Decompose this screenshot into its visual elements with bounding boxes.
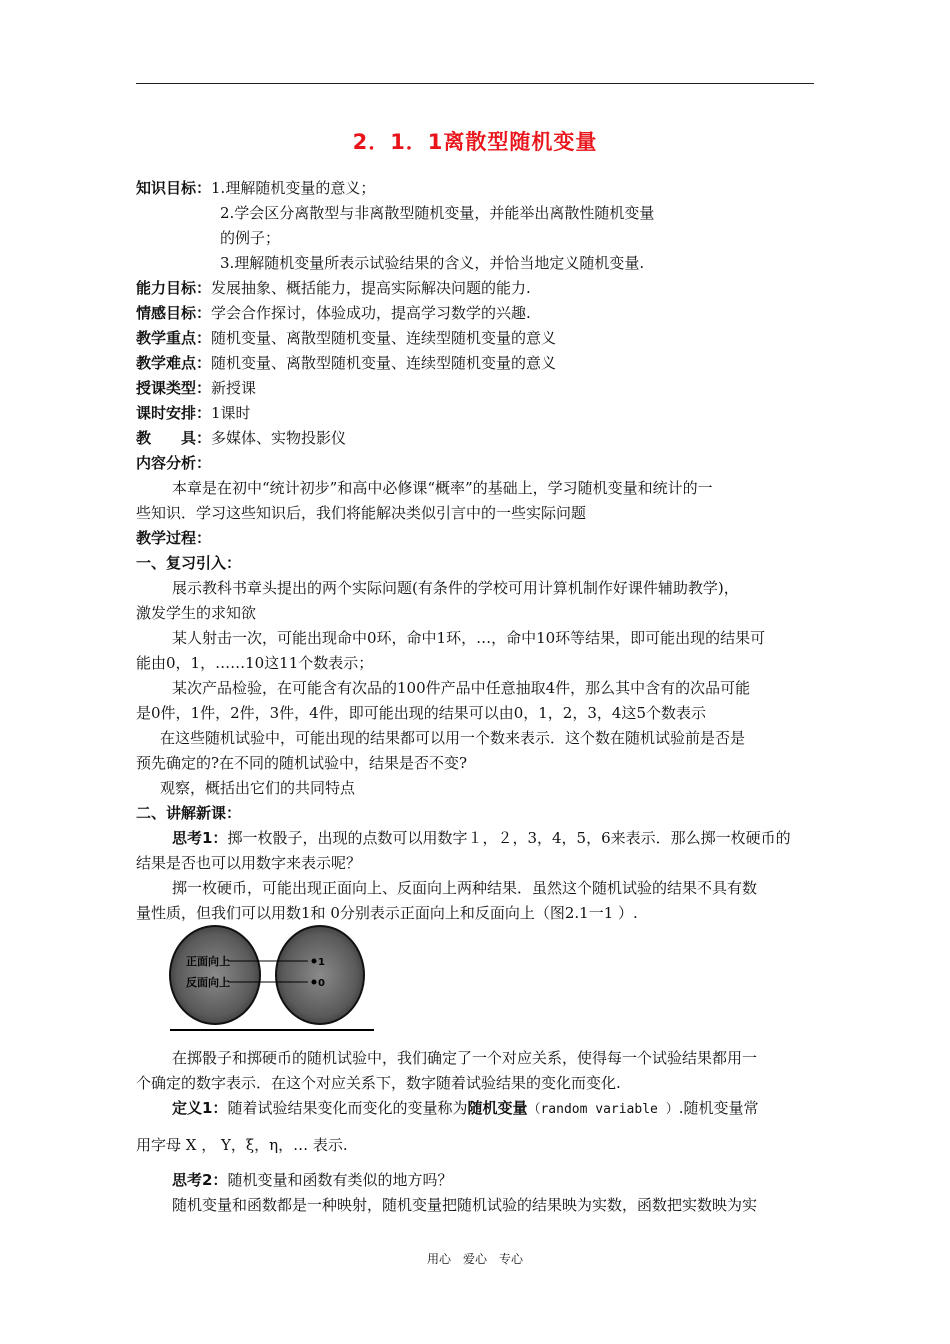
think-1-label: 思考1： bbox=[172, 829, 228, 847]
section-1-p2-line-1: 某人射击一次，可能出现命中0环，命中1环，…，命中10环等结果，即可能出现的结果可 bbox=[172, 629, 766, 647]
knowledge-item-2a: 2.学会区分离散型与非离散型随机变量，并能举出离散性随机变量 bbox=[220, 204, 655, 222]
coin-paragraph-line-2: 量性质，但我们可以用数1和 0分别表示正面向上和反面向上（图2.1一1 ）. bbox=[136, 904, 638, 922]
ability-label: 能力目标： bbox=[136, 279, 212, 297]
teaching-focus-row bbox=[136, 328, 556, 348]
class-type-row bbox=[136, 378, 256, 398]
think-2-label: 思考2： bbox=[172, 1171, 228, 1189]
outcomes-ellipse bbox=[170, 926, 260, 1024]
tools-text: 多媒体、实物投影仪 bbox=[211, 429, 347, 447]
label-tails-up: 反面向上 bbox=[186, 976, 230, 989]
emotion-label: 情感目标： bbox=[136, 304, 212, 322]
think-2-text: 随机变量和函数有类似的地方吗？ bbox=[227, 1171, 453, 1189]
section-1-heading: 一、复习引入： bbox=[136, 554, 242, 572]
knowledge-item-3: 3.理解随机变量所表示试验结果的含义，并恰当地定义随机变量. bbox=[220, 254, 645, 272]
tools-label: 教 具： bbox=[136, 429, 212, 447]
coin-paragraph-line-1: 掷一枚硬币，可能出现正面向上、反面向上两种结果．虽然这个随机试验的结果不具有数 bbox=[172, 879, 758, 897]
coin-mapping-diagram bbox=[168, 924, 378, 1034]
analysis-paragraph-line-2: 些知识．学习这些知识后，我们将能解决类似引言中的一些实际问题 bbox=[136, 504, 587, 522]
knowledge-objective-row bbox=[136, 178, 375, 198]
class-hours-row bbox=[136, 403, 251, 423]
teaching-difficulty-row bbox=[136, 353, 556, 373]
header-rule bbox=[136, 83, 814, 84]
section-1-p2-line-2: 能由0，1，……10这11个数表示； bbox=[136, 654, 374, 672]
hours-text: 1课时 bbox=[211, 404, 251, 422]
correspondence-paragraph-line-1: 在掷骰子和掷硬币的随机试验中，我们确定了一个对应关系，使得每一个试验结果都用一 bbox=[172, 1049, 758, 1067]
definition-1-text: 随着试验结果变化而变化的变量称为 bbox=[227, 1099, 468, 1117]
numbers-ellipse bbox=[276, 926, 364, 1024]
think-1-line-2: 结果是否也可以用数字来表示呢？ bbox=[136, 854, 362, 872]
mapping-paragraph-line: 随机变量和函数都是一种映射，随机变量把随机试验的结果映为实数，函数把实数映为实 bbox=[172, 1196, 758, 1214]
point-one bbox=[312, 959, 317, 964]
definition-1-line-1 bbox=[172, 1098, 758, 1120]
definition-1-line-2: 用字母 X ， Y，ξ，η，… 表示. bbox=[136, 1136, 348, 1154]
label-heads-up: 正面向上 bbox=[186, 955, 230, 968]
section-2-heading: 二、讲解新课： bbox=[136, 804, 242, 822]
definition-1-label: 定义1： bbox=[172, 1099, 228, 1117]
knowledge-item-2b: 的例子； bbox=[220, 229, 281, 247]
emotion-text: 学会合作探讨，体验成功，提高学习数学的兴趣. bbox=[211, 304, 531, 322]
teaching-tools-row bbox=[136, 428, 346, 448]
ability-text: 发展抽象、概括能力，提高实际解决问题的能力. bbox=[211, 279, 531, 297]
ability-objective-row bbox=[136, 278, 531, 298]
focus-text: 随机变量、离散型随机变量、连续型随机变量的意义 bbox=[211, 329, 557, 347]
focus-label: 教学重点： bbox=[136, 329, 212, 347]
type-text: 新授课 bbox=[211, 379, 257, 397]
difficulty-label: 教学难点： bbox=[136, 354, 212, 372]
section-1-p5: 观察，概括出它们的共同特点 bbox=[160, 779, 356, 797]
section-1-p1-line-1: 展示教科书章头提出的两个实际问题(有条件的学校可用计算机制作好课件辅助教学)， bbox=[172, 579, 739, 597]
hours-label: 课时安排： bbox=[136, 404, 212, 422]
emotion-objective-row bbox=[136, 303, 531, 323]
knowledge-label: 知识目标： bbox=[136, 179, 212, 197]
analysis-label: 内容分析： bbox=[136, 454, 212, 472]
analysis-paragraph-line-1: 本章是在初中“统计初步”和高中必修课“概率”的基础上，学习随机变量和统计的一 bbox=[172, 479, 713, 497]
think-1-line-1 bbox=[172, 828, 791, 848]
definition-1-text-end: .随机变量常 bbox=[678, 1099, 759, 1117]
coin-mapping-figure bbox=[168, 924, 378, 1034]
definition-1-english: （random variable ） bbox=[527, 1102, 679, 1117]
section-1-p4-line-2: 预先确定的?在不同的随机试验中，结果是否不变? bbox=[136, 754, 468, 772]
type-label: 授课类型： bbox=[136, 379, 212, 397]
think-1-text: 掷一枚骰子，出现的点数可以用数字１，２，3，4，5，6来表示．那么掷一枚硬币的 bbox=[227, 829, 791, 847]
page-title: 2．1．1离散型随机变量 bbox=[352, 130, 598, 154]
section-1-p4-line-1: 在这些随机试验中，可能出现的结果都可以用一个数来表示．这个数在随机试验前是否是 bbox=[160, 729, 746, 747]
process-label: 教学过程： bbox=[136, 529, 212, 547]
section-1-p3-line-2: 是0件，1件，2件，3件，4件，即可能出现的结果可以由0，1，2，3，4这5个数表示 bbox=[136, 704, 706, 722]
correspondence-paragraph-line-2: 个确定的数字表示．在这个对应关系下，数字随着试验结果的变化而变化. bbox=[136, 1074, 621, 1092]
difficulty-text: 随机变量、离散型随机变量、连续型随机变量的意义 bbox=[211, 354, 557, 372]
knowledge-item-1: 1.理解随机变量的意义； bbox=[211, 179, 376, 197]
page-footer: 用心 爱心 专心 bbox=[426, 1252, 523, 1266]
think-2-line bbox=[172, 1170, 452, 1190]
section-1-p1-line-2: 激发学生的求知欲 bbox=[136, 604, 257, 622]
point-zero bbox=[312, 980, 317, 985]
value-one: 1 bbox=[318, 957, 325, 968]
definition-1-term: 随机变量 bbox=[467, 1099, 528, 1117]
value-zero: 0 bbox=[318, 978, 325, 989]
section-1-p3-line-1: 某次产品检验，在可能含有次品的100件产品中任意抽取4件，那么其中含有的次品可能 bbox=[172, 679, 751, 697]
